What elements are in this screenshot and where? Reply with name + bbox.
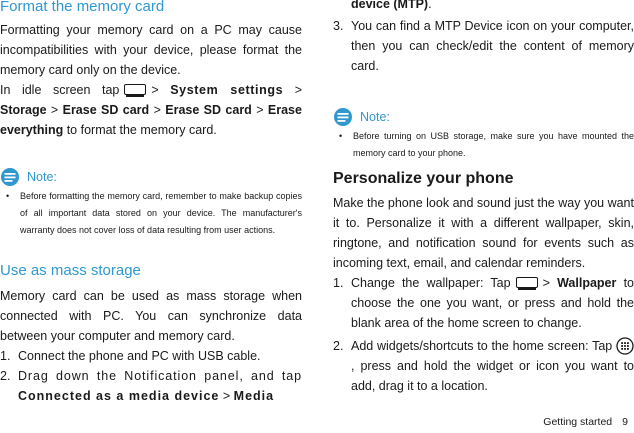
note1-list [0,188,302,239]
erase-everything-label: Erase everything [0,103,302,137]
mass-step-3: 3. You can find a MTP Device icon on your computer, then you can check/edit the content of memory card. [333,19,634,73]
note2-item: • Before turning on USB storage, make sure you have mounted the memory card to your phone. [339,131,634,158]
note2-label: Note: [360,110,390,124]
personalize-body: Make the phone look and sound just the way you want it to. Personalize it with a different wallpaper, skin, ringtone, and notification sound for events such as incoming text, email, and calendar reminders. [333,196,634,270]
mass-step-2: 2. Drag down the Notification panel, and tap Connected as a media device > Media [0,369,302,403]
note1-item: • Before formatting the memory card, remember to make backup copies of all important data stored on your device. The manufacturer's warranty does not cover loss of data resulting from user actions. [6,191,302,235]
format-heading: Format the memory card [0,0,165,15]
erase-sd-label: Erase SD card [62,103,150,117]
personalize-step-2: 2. Add widgets/shortcuts to the home screen: Tap , press and hold the widget or icon you want to add, drag it to a location. [333,339,634,393]
mass-step-1: 1. Connect the phone and PC with USB cable. [0,349,261,363]
left-column [0,0,302,406]
note1-header [0,166,302,188]
system-settings-label: System settings [170,83,284,97]
mass-storage-heading: Use as mass storage [0,262,141,279]
note-icon [0,167,24,187]
note2-list [333,128,634,162]
personalize-step-1: 1. Change the wallpaper: Tap > Wallpaper to choose the one you want, or press and hold the blank area of the home screen to change. [333,276,634,330]
mass-storage-body: Memory card can be used as mass storage when connected with PC. You can synchronize data between your computer and memory card. [0,289,302,343]
format-prefix: In idle screen tap [0,83,120,97]
note1-label: Note: [27,170,57,184]
app-grid-icon [616,337,634,355]
note2-header [333,106,634,128]
format-suffix: to format the memory card. [66,123,217,137]
menu-key-icon [124,84,146,95]
format-instructions: In idle screen tap > System settings > Storage > Erase SD card > Erase SD card > Erase everything to format the memory card. [0,83,302,137]
mass-step-2-cont: device (MTP). [351,0,432,11]
personalize-heading: Personalize your phone [333,170,514,187]
page-footer [533,416,628,428]
erase-sd-card-label: Erase SD card [165,103,252,117]
note-icon [333,107,357,127]
right-column [333,0,634,396]
footer-section: Getting started [543,416,613,428]
format-body: Formatting your memory card on a PC may cause incompatibilities with your device, please format the memory card only on the device. [0,23,302,77]
menu-key-icon [516,277,538,288]
page-number: 9 [622,416,628,428]
storage-label: Storage [0,103,47,117]
